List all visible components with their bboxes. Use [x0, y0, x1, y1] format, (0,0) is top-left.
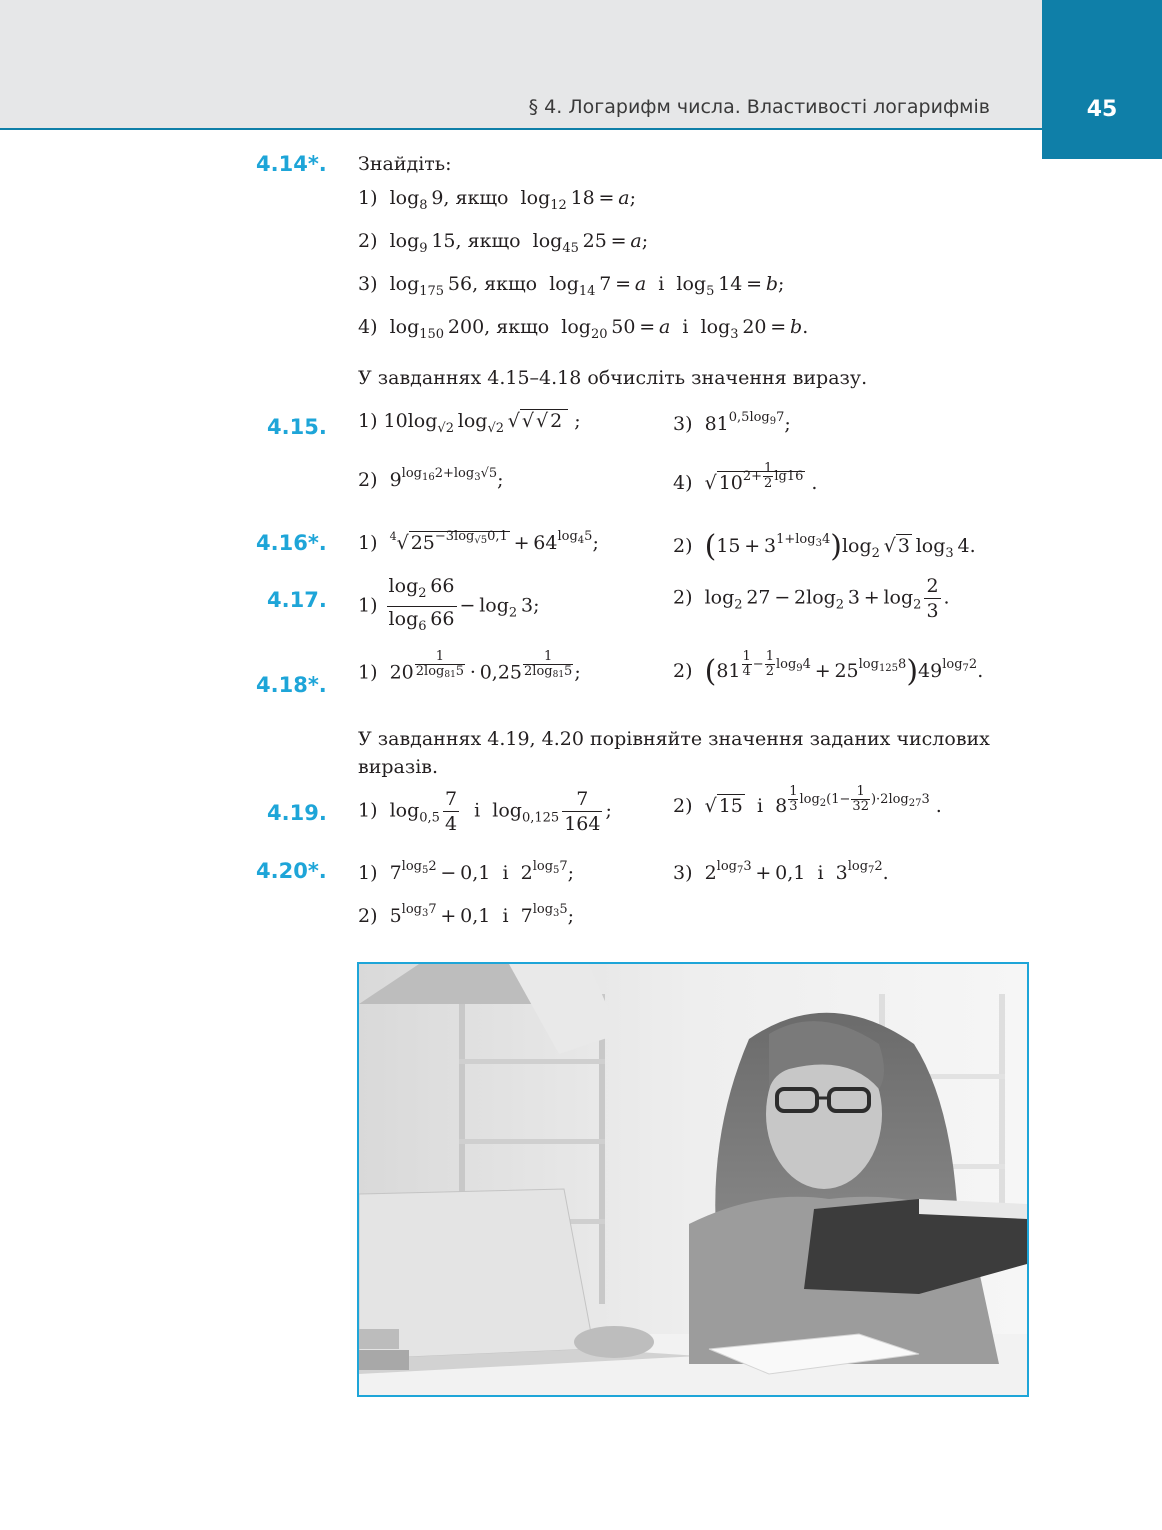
section-title: § 4. Логарифм числа. Властивості логарифмів: [528, 96, 990, 118]
exercise-4-15-item-4: 4) √ $10^{2+ \frac{1}{2} lg16}$ .: [673, 461, 818, 494]
instruction-4-15-4-18: У завданнях 4.15–4.18 обчисліть значення виразу.: [358, 367, 868, 389]
exercise-4-20-item-1: 1) $7^{log_52} - 0,1$ і $2^{log_57}$;: [358, 859, 575, 884]
exercise-4-16-item-2: 2) $(15 + 3^{1+log_34})\log_2$ √ 3 $\log_3 4$.: [673, 529, 976, 564]
exercise-4-19-item-1: 1) $\log_{0,5}$ $\frac{7}{4}$ і $\log_{0,125}$ $\frac{7}{164}$ ;: [358, 788, 612, 835]
page-number: 45: [1086, 97, 1118, 122]
exercise-number-4-17: 4.17.: [267, 588, 327, 612]
exercise-4-14-item-3: 3) $\log_{175} 56$, якщо $\log_{14} 7 = a$ і $\log_5 14 = b$;: [358, 273, 785, 299]
exercise-4-19-item-2: 2) √ 15 і 8 $^{\frac{1}{3} log_2(1- \frac{1}{32} )\cdot 2log_{27}3}$ .: [673, 784, 942, 817]
illustration-photo: [357, 962, 1029, 1397]
exercise-4-17-item-2: 2) $\log_2 27 - 2\log_2$ $3 + \log_2$ $\frac{2}{3}$ .: [673, 575, 950, 622]
exercise-4-18-item-1: 1) 20 $^{\frac{1}{2\log_{81}5}}$ · 0,25 $^{\frac{1}{2\log_{81}5}}$ ;: [358, 649, 581, 684]
exercise-number-4-14: 4.14*.: [256, 152, 327, 176]
exercise-4-15-item-1: 1) $10\log_{√2}$ $\log_{√2}$ √ √ √ 2 ;: [358, 410, 581, 436]
exercise-4-18-item-2: 2) (81 $^{\frac{1}{4} - \frac{1}{2} log_94} + 25^{log_{125}8})49^{log_72}$.: [673, 649, 984, 689]
page-number-tab: [1042, 0, 1162, 159]
exercise-number-4-19: 4.19.: [267, 801, 327, 825]
exercise-4-20-item-3: 3) $2^{log_73} + 0,1$ і $3^{log_72}$.: [673, 859, 889, 884]
photo-girl-studying: [359, 964, 1027, 1395]
exercise-number-4-15: 4.15.: [267, 415, 327, 439]
exercise-4-17-item-1: 1) $\frac{\log_2 66}{\log_6 66}$ − $\log_2 3$;: [358, 575, 540, 634]
instruction-4-19-4-20: У завданнях 4.19, 4.20 порівняйте значення заданих числових виразів.: [358, 728, 990, 778]
exercise-4-16-item-1: 1) $^4$√ $25^{-3log_{√5}0,1} + 64^{log_45}$;: [358, 529, 599, 554]
header-divider: [0, 128, 1042, 130]
exercise-4-15-item-2: 2) $9^{log_{16}2+log_3√5}$;: [358, 466, 504, 491]
exercise-4-14-item-1: 1) $\log_8 9$, якщо $\log_{12} 18 = a$;: [358, 187, 636, 213]
exercise-number-4-20: 4.20*.: [256, 859, 327, 883]
exercise-4-14-item-2: 2) $\log_9 15$, якщо $\log_{45} 25 = a$;: [358, 230, 649, 256]
exercise-4-20-item-2: 2) $5^{log_37} + 0,1$ і $7^{log_35}$;: [358, 902, 575, 927]
exercise-number-4-16: 4.16*.: [256, 531, 327, 555]
exercise-4-14-item-4: 4) $\log_{150} 200$, якщо $\log_{20} 50 = a$ і $\log_3 20 = b$.: [358, 316, 809, 342]
exercise-4-14-intro: Знайдіть:: [358, 153, 452, 175]
exercise-number-4-18: 4.18*.: [256, 673, 327, 697]
exercise-4-15-item-3: 3) $81^{0,5log_97}$;: [673, 410, 791, 435]
